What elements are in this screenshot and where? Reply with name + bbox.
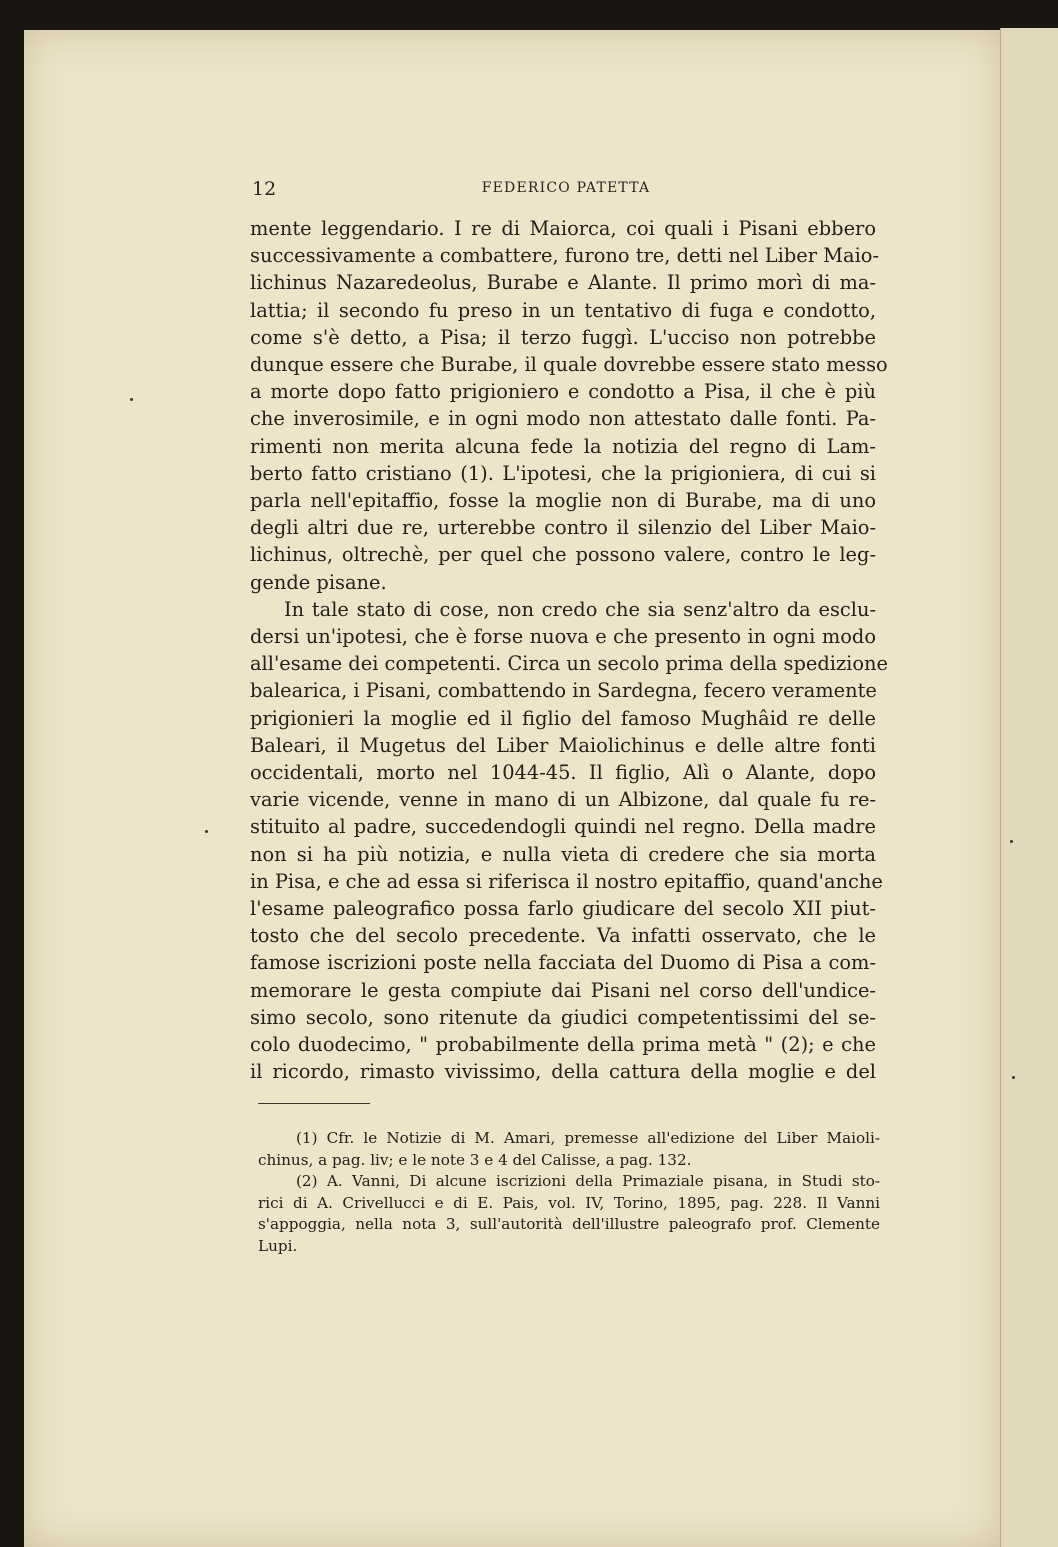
footnote-line: (1) Cfr. le Notizie di M. Amari, premesse all'edizione del Liber Maioli- [296,1129,880,1147]
print-speck [205,830,208,833]
body-line: parla nell'epitaffio, fosse la moglie non di Burabe, ma di uno [250,489,876,513]
body-line: In tale stato di cose, non credo che sia senz'altro da esclu- [284,597,876,621]
print-speck [1010,840,1013,843]
footnote-line: (2) A. Vanni, Di alcune iscrizioni della Primaziale pisana, in Studi sto- [296,1172,880,1191]
body-line: degli altri due re, urterebbe contro il silenzio del Liber Maio- [250,516,876,540]
footnote-line: chinus, a pag. liv; e le note 3 e 4 del Calisse, a pag. 132. [258,1150,692,1169]
body-line: lichinus, oltrechè, per quel che possono valere, contro le leg- [250,543,876,567]
footnote-line: s'appoggia, nella nota 3, sull'autorità dell'illustre paleografo prof. Clemente [258,1215,880,1234]
body-line: lattia; il secondo fu preso in un tentativo di fuga e condotto, [250,298,876,322]
body-line: tosto che del secolo precedente. Va infatti osservato, che le [250,924,876,948]
body-line: il ricordo, rimasto vivissimo, della cattura della moglie e del [250,1060,876,1084]
body-line: successivamente a combattere, furono tre, detti nel Liber Maio- [250,244,879,268]
body-line: non si ha più notizia, e nulla vieta di credere che sia morta [250,842,876,866]
body-line: berto fatto cristiano (1). L'ipotesi, che la prigioniera, di cui si [250,461,876,485]
body-line: dunque essere che Burabe, il quale dovrebbe essere stato messo [250,353,888,377]
body-line: simo secolo, sono ritenute da giudici competentissimi del se- [250,1005,876,1029]
body-line: l'esame paleografico possa farlo giudicare del secolo XII piut- [250,897,876,921]
body-text [250,215,888,1086]
body-line: varie vicende, venne in mano di un Albizone, dal quale fu re- [250,788,876,812]
footnotes [258,1128,880,1258]
body-line: stituito al padre, succedendogli quindi nel regno. Della madre [250,815,876,839]
body-line: balearica, i Pisani, combattendo in Sardegna, fecero veramente [250,679,877,703]
body-line: che inverosimile, e in ogni modo non attestato dalle fonti. Pa- [250,407,876,431]
print-speck [130,398,133,401]
body-line: colo duodecimo, " probabilmente della prima metà " (2); e che [250,1033,876,1057]
footnote-line: Lupi. [258,1236,298,1255]
body-line: in Pisa, e che ad essa si riferisca il nostro epitaffio, quand'anche [250,869,883,893]
footnote-divider [258,1103,370,1104]
body-line: Baleari, il Mugetus del Liber Maiolichinus e delle altre fonti [250,733,876,757]
body-line: rimenti non merita alcuna fede la notizia del regno di Lam- [250,434,876,458]
body-line: all'esame dei competenti. Circa un secolo prima della spedizione [250,652,888,676]
body-line: lichinus Nazaredeolus, Burabe e Alante. Il primo morì di ma- [250,271,876,295]
body-line: dersi un'ipotesi, che è forse nuova e che presento in ogni modo [250,625,876,649]
page-number: 12 [252,178,277,200]
body-line: a morte dopo fatto prigioniero e condotto a Pisa, il che è più [250,380,876,404]
print-speck [1012,1076,1015,1079]
body-line: memorare le gesta compiute dai Pisani nel corso dell'undice- [250,978,876,1002]
page-header [252,178,880,202]
body-line: occidentali, morto nel 1044-45. Il figlio, Alì o Alante, dopo [250,761,876,785]
running-head: FEDERICO PATETTA [481,180,651,196]
footnote-line: rici di A. Crivellucci e di E. Pais, vol. IV, Torino, 1895, pag. 228. Il Vanni [258,1193,880,1212]
body-line: mente leggendario. I re di Maiorca, coi quali i Pisani ebbero [250,217,876,240]
body-line: come s'è detto, a Pisa; il terzo fuggì. L'ucciso non potrebbe [250,325,876,349]
body-line: famose iscrizioni poste nella facciata del Duomo di Pisa a com- [250,951,876,975]
body-line: prigionieri la moglie ed il figlio del famoso Mughâid re delle [250,706,876,730]
body-line: gende pisane. [250,570,387,594]
adjacent-page-edge [1000,28,1058,1547]
